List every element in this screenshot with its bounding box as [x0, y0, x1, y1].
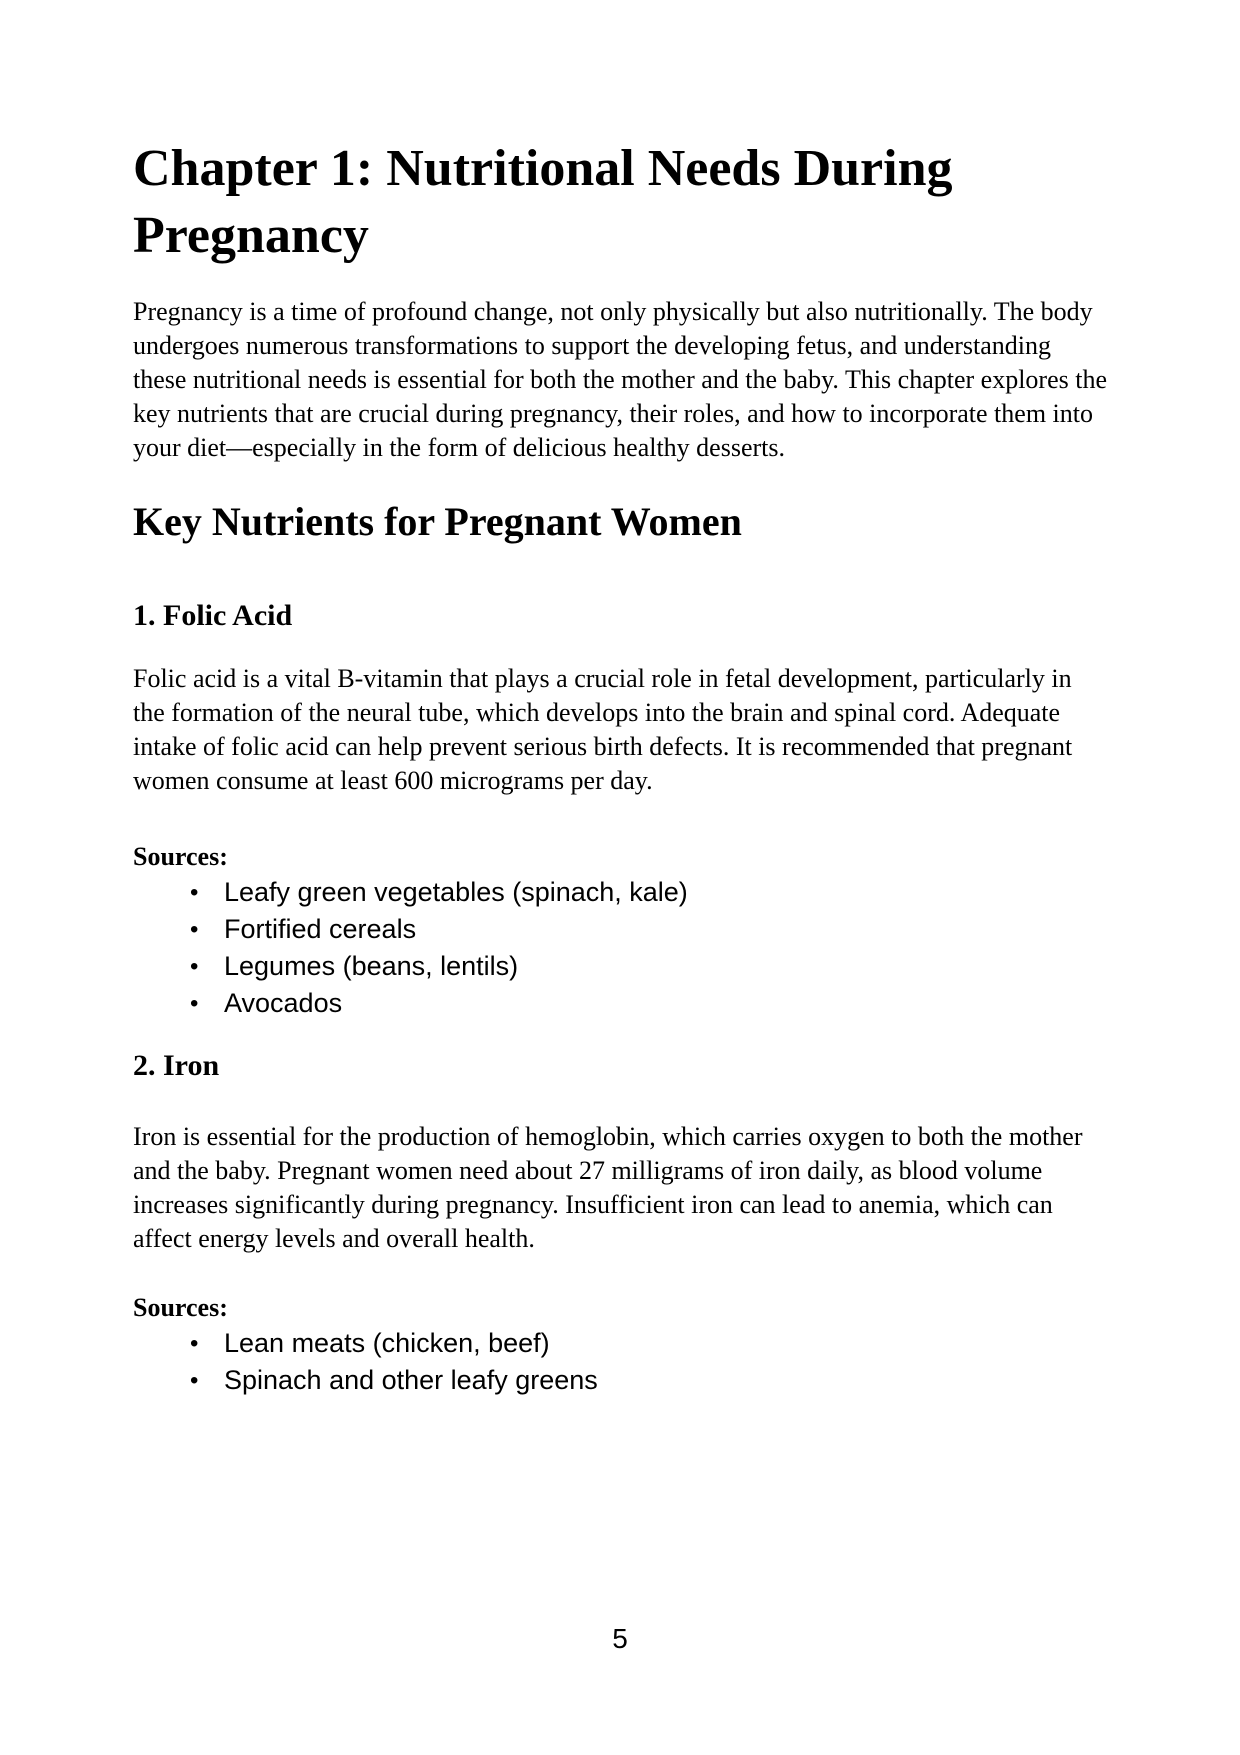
page-number: 5: [612, 1623, 628, 1654]
sources-list-folic-acid: [133, 874, 1107, 1022]
subsection-heading-folic-acid: 1. Folic Acid: [133, 599, 293, 632]
section-heading-key-nutrients: Key Nutrients for Pregnant Women: [133, 499, 742, 544]
list-item: • Lean meats (chicken, beef): [188, 1325, 1107, 1362]
list-item: • Fortified cereals: [188, 911, 1107, 948]
sources-label-iron: Sources:: [133, 1293, 228, 1322]
intro-paragraph: Pregnancy is a time of profound change, not only physically but also nutritionally. The body undergoes numerous transformations to support the developing fetus, and understanding these nutritional needs is essential for both the mother and the baby. This chapter explores the key nutrients that are crucial during pregnancy, their roles, and how to incorporate them into your diet—especially in the form of delicious healthy desserts.: [133, 297, 1108, 462]
subsection-heading-iron: 2. Iron: [133, 1049, 220, 1082]
list-item: • Leafy green vegetables (spinach, kale): [188, 874, 1107, 911]
list-item: • Avocados: [188, 985, 1107, 1022]
sources-label-folic-acid: Sources:: [133, 842, 228, 871]
iron-paragraph: Iron is essential for the production of hemoglobin, which carries oxygen to both the mother and the baby. Pregnant women need about 27 milligrams of iron daily, as blood volume increases significantly during pregnancy. Insufficient iron can lead to anemia, which can affect energy levels and overall health.: [133, 1122, 1083, 1253]
folic-acid-paragraph: Folic acid is a vital B-vitamin that plays a crucial role in fetal development, particularly in the formation of the neural tube, which develops into the brain and spinal cord. Adequate intake of folic acid can help prevent serious birth defects. It is recommended that pregnant women consume at least 600 micrograms per day.: [133, 664, 1073, 795]
list-item: • Legumes (beans, lentils): [188, 948, 1107, 985]
sources-list-iron: [133, 1325, 1107, 1399]
list-item: • Spinach and other leafy greens: [188, 1362, 1107, 1399]
chapter-title: Chapter 1: Nutritional Needs During Pregnancy: [133, 140, 953, 264]
